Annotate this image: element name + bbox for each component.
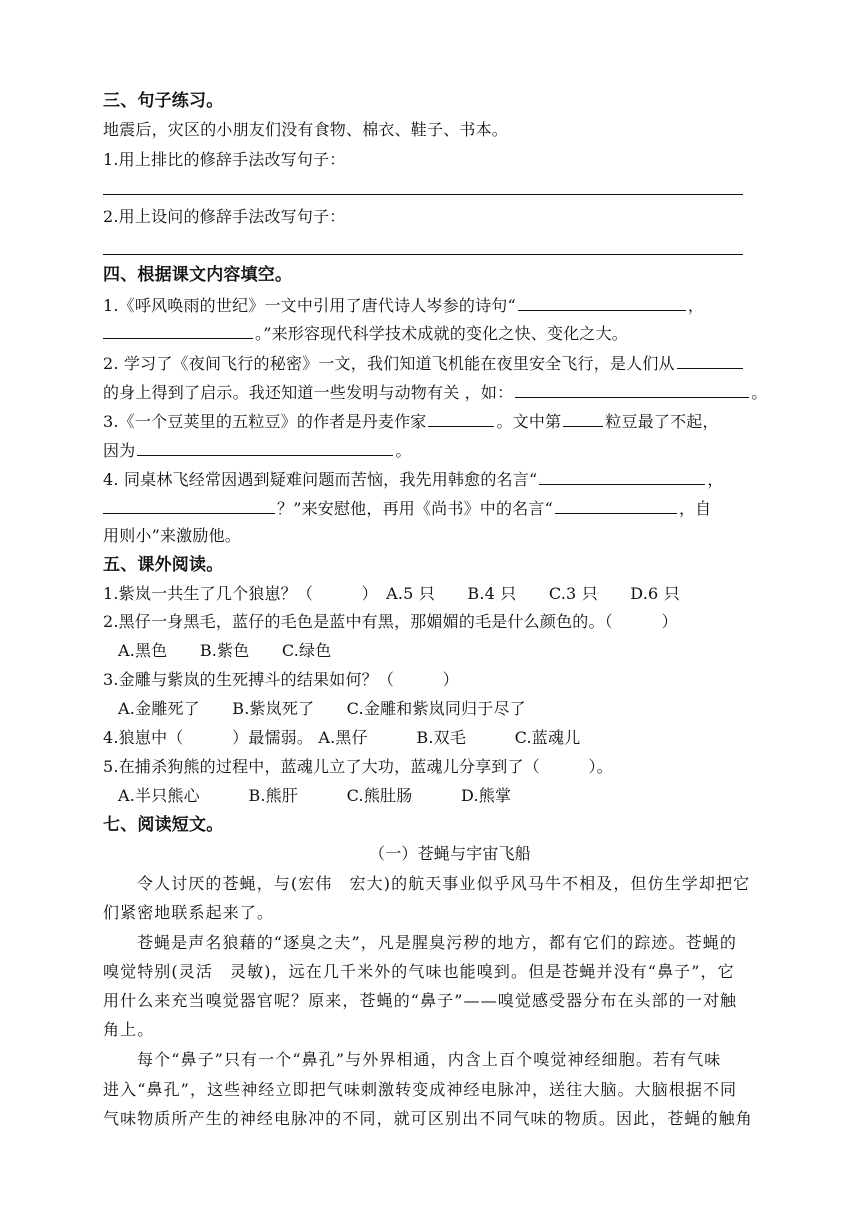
q2-text-b: 的身上得到了启示。我还知道一些发明与动物有关 ，如： — [103, 383, 514, 402]
section-4-q3-line1 — [103, 410, 719, 433]
section-4-q4-line2 — [103, 497, 711, 520]
section-4-q2-line1 — [103, 352, 745, 375]
section-4-q1-line1 — [103, 294, 704, 317]
passage-title: （一）苍蝇与宇宙飞船 — [369, 844, 532, 863]
section-4-q4-line3: 用则小”来激励他。 — [103, 526, 241, 545]
paragraph-3-line-2: 进入“鼻孔”，这些神经立即把气味刺激转变成神经电脉冲，送往大脑。大脑根据不同 — [103, 1080, 738, 1099]
section-3-sentence: 地震后，灾区的小朋友们没有食物、棉衣、鞋子、书本。 — [103, 120, 509, 139]
section-3-heading: 三、句子练习。 — [103, 91, 224, 111]
q4-text-d: ，自 — [678, 499, 712, 518]
answer-line-1[interactable] — [103, 194, 743, 195]
section-3-question-2: 2.用上设问的修辞手法改写句子： — [103, 207, 346, 226]
section-4-q3-line2 — [103, 439, 412, 462]
paragraph-2-line-3: 用什么来充当嗅觉器官呢？原来，苍蝇的“鼻子”——嗅觉感受器分布在头部的一对触 — [103, 991, 738, 1010]
section-5-heading: 五、课外阅读。 — [103, 555, 224, 575]
q4-blank-3[interactable] — [555, 497, 677, 514]
q4-text-c: ？”来安慰他，再用《尚书》中的名言“ — [277, 499, 553, 518]
q4-text-a: 4. 同桌林飞经常因遇到疑难问题而苦恼，我先用韩愈的名言“ — [103, 470, 538, 489]
q1-text-a: 1.《呼风唤雨的世纪》一文中引用了唐代诗人岑参的诗句“ — [103, 296, 516, 315]
section-4-heading: 四、根据课文内容填空。 — [103, 265, 293, 285]
section-5-q1: 1.紫岚一共生了几个狼崽？（ ） A.5 只 B.4 只 C.3 只 D.6 只 — [103, 584, 680, 603]
section-5-q3: 3.金雕与紫岚的生死搏斗的结果如何？（ ） — [103, 670, 459, 689]
q3-blank-author[interactable] — [428, 410, 494, 427]
section-5-q2-options: A.黑色 B.紫色 C.绿色 — [118, 641, 332, 660]
paragraph-2-line-2: 嗅觉特别(灵活 灵敏)，远在几千米外的气味也能嗅到。但是苍蝇并没有“鼻子”，它 — [103, 962, 735, 981]
q3-text-e: 。 — [395, 441, 412, 460]
section-5-q2: 2.黑仔一身黑毛，蓝仔的毛色是蓝中有黑，那媚媚的毛是什么颜色的。（ ） — [103, 612, 678, 631]
section-5-q3-options: A.金雕死了 B.紫岚死了 C.金雕和紫岚同归于尽了 — [118, 699, 526, 718]
q2-blank-2[interactable] — [515, 381, 749, 398]
section-7-heading: 七、阅读短文。 — [103, 815, 224, 835]
paragraph-2-line-4: 角上。 — [103, 1020, 155, 1039]
q3-blank-reason[interactable] — [137, 439, 393, 456]
q1-blank-1[interactable] — [518, 294, 686, 311]
q1-text-c: 。”来形容现代科学技术成就的变化之快、变化之大。 — [255, 324, 628, 343]
paragraph-3-line-3: 气味物质所产生的神经电脉冲的不同，就可区别出不同气味的物质。因此，苍蝇的触角 — [103, 1109, 753, 1128]
q1-text-b: ， — [687, 296, 705, 315]
q3-text-d: 因为 — [103, 441, 136, 460]
answer-line-2[interactable] — [103, 254, 743, 255]
paragraph-1-line-1: 令人讨厌的苍蝇，与(宏伟 宏大)的航天事业似乎风马牛不相及，但仿生学却把它 — [137, 874, 751, 893]
q3-text-a: 3.《一个豆荚里的五粒豆》的作者是丹麦作家 — [103, 412, 427, 431]
paragraph-2-line-1: 苍蝇是声名狼藉的“逐臭之夫”，凡是腥臭污秽的地方，都有它们的踪迹。苍蝇的 — [137, 933, 737, 952]
q3-text-b: 。文中第 — [496, 412, 562, 431]
section-5-q5: 5.在捕杀狗熊的过程中，蓝魂儿立了大功，蓝魂儿分享到了（ ）。 — [103, 757, 613, 776]
q4-text-b: ， — [707, 470, 724, 489]
paragraph-1-line-2: 们紧密地联系起来了。 — [103, 903, 275, 922]
paragraph-3-line-1: 每个“鼻子”只有一个“鼻孔”与外界相通，内含上百个嗅觉神经细胞。若有气味 — [137, 1050, 722, 1069]
q3-blank-number[interactable] — [563, 410, 603, 427]
q4-blank-2[interactable] — [103, 497, 275, 514]
section-4-q1-line2 — [103, 322, 628, 345]
section-5-q4: 4.狼崽中（ ）最懦弱。 A.黑仔 B.双毛 C.蓝魂儿 — [103, 728, 581, 747]
section-5-q5-options: A.半只熊心 B.熊肝 C.熊肚肠 D.熊掌 — [118, 786, 512, 805]
section-4-q4-line1 — [103, 468, 724, 491]
section-4-q2-line2 — [103, 381, 768, 404]
q2-blank-1[interactable] — [677, 352, 743, 369]
q4-blank-1[interactable] — [539, 468, 705, 485]
q2-text-a: 2. 学习了《夜间飞行的秘密》一文，我们知道飞机能在夜里安全飞行，是人们从 — [103, 354, 675, 373]
section-3-question-1: 1.用上排比的修辞手法改写句子： — [103, 150, 346, 169]
q2-text-c: 。 — [751, 383, 768, 402]
q1-blank-2[interactable] — [103, 322, 253, 339]
q3-text-c: 粒豆最了不起， — [605, 412, 719, 431]
